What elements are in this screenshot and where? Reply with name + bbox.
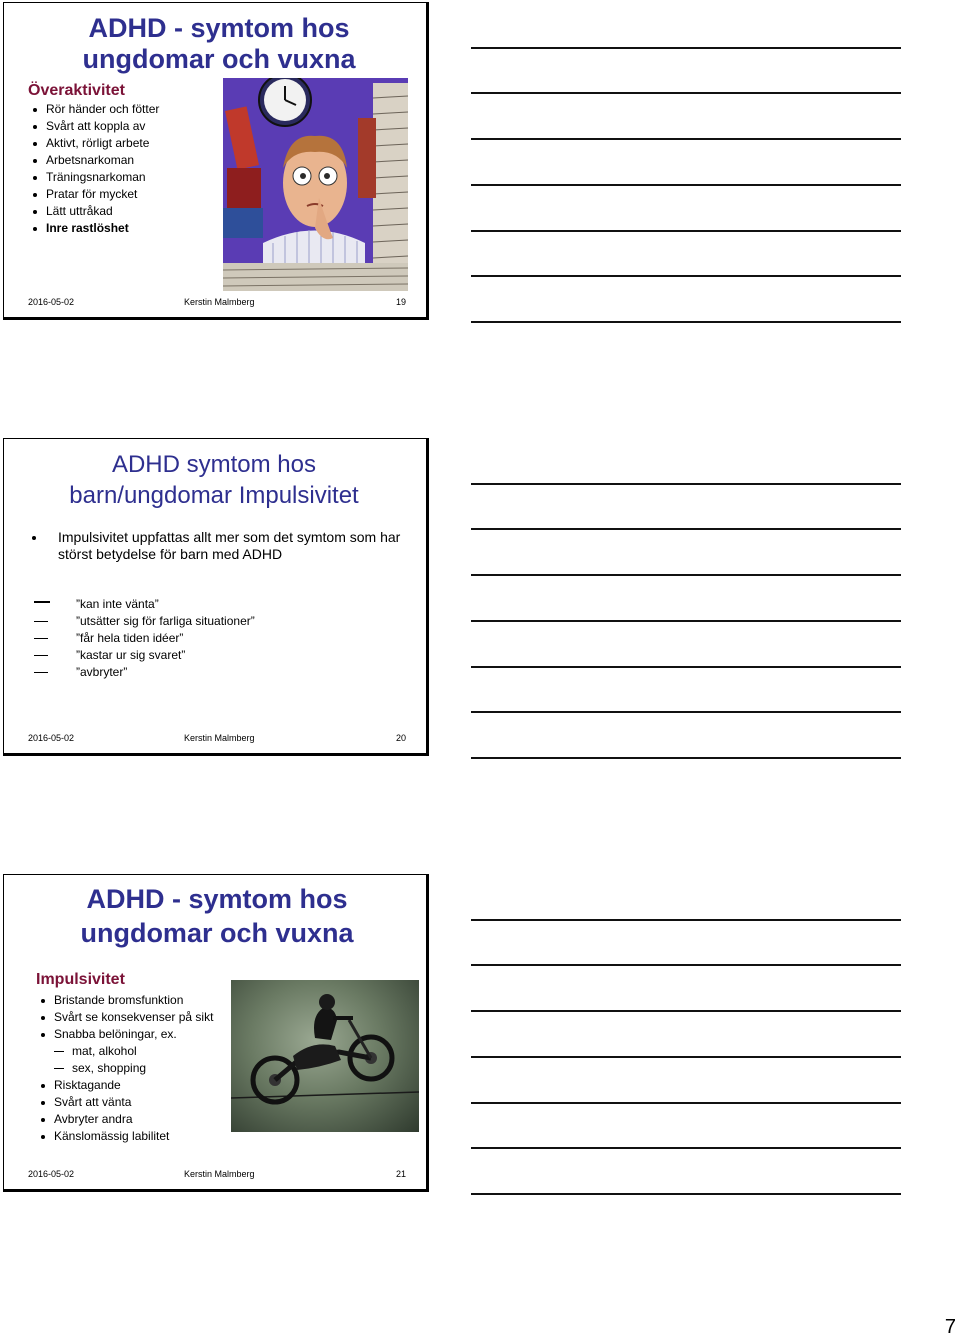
list-item: Avbryter andra bbox=[38, 1111, 213, 1128]
title-line-1: ADHD symtom hos bbox=[111, 451, 317, 478]
list-item: Inre rastlöshet bbox=[30, 220, 159, 237]
list-item: Lätt uttråkad bbox=[30, 203, 159, 220]
motorcycle-photo bbox=[231, 980, 419, 1132]
stressed-man-illustration bbox=[223, 78, 408, 291]
title-line-1: ADHD - symtom hos bbox=[86, 884, 348, 914]
list-subitem: mat, alkohol bbox=[38, 1043, 213, 1060]
page-number: 7 bbox=[944, 1316, 956, 1338]
note-line bbox=[471, 138, 901, 140]
footer-date: 2016-05-02 bbox=[28, 297, 75, 307]
footer-slide-number: 19 bbox=[396, 297, 407, 307]
note-line bbox=[471, 757, 901, 759]
dash-list bbox=[24, 596, 255, 681]
note-line bbox=[471, 1010, 901, 1012]
note-line bbox=[471, 620, 901, 622]
slide-title bbox=[54, 882, 380, 950]
list-item: Känslomässig labilitet bbox=[38, 1128, 213, 1145]
section-heading: Impulsivitet bbox=[36, 971, 125, 988]
note-line bbox=[471, 184, 901, 186]
list-item: ”kastar ur sig svaret” bbox=[24, 647, 255, 664]
title-line-2: ungdomar och vuxna bbox=[82, 44, 356, 74]
note-line bbox=[471, 711, 901, 713]
list-item: ”får hela tiden idéer” bbox=[24, 630, 255, 647]
note-line bbox=[471, 528, 901, 530]
slide-title bbox=[34, 449, 394, 511]
list-item: Pratar för mycket bbox=[30, 186, 159, 203]
list-item: Aktivt, rörligt arbete bbox=[30, 135, 159, 152]
note-line bbox=[471, 1193, 901, 1195]
footer-author: Kerstin Malmberg bbox=[184, 297, 255, 307]
intro-paragraph: Impulsivitet uppfattas allt mer som det symtom som har störst betydelse för barn med ADHD bbox=[28, 529, 408, 563]
slide-footer bbox=[4, 733, 426, 747]
note-line bbox=[471, 47, 901, 49]
list-item: ”kan inte vänta” bbox=[24, 596, 255, 613]
list-item: Träningsnarkoman bbox=[30, 169, 159, 186]
footer-slide-number: 21 bbox=[396, 1169, 407, 1179]
list-item: Svårt att vänta bbox=[38, 1094, 213, 1111]
slide-20 bbox=[3, 438, 429, 756]
footer-slide-number: 20 bbox=[396, 733, 407, 743]
stressed-man-photo bbox=[223, 78, 408, 291]
footer-author: Kerstin Malmberg bbox=[184, 733, 255, 743]
slide-footer bbox=[4, 1169, 426, 1183]
note-line bbox=[471, 1147, 901, 1149]
bullet-list bbox=[38, 992, 213, 1145]
note-line bbox=[471, 483, 901, 485]
note-line bbox=[471, 230, 901, 232]
slide-21 bbox=[3, 874, 429, 1192]
title-line-1: ADHD - symtom hos bbox=[88, 13, 350, 43]
list-subitem: sex, shopping bbox=[38, 1060, 213, 1077]
footer-date: 2016-05-02 bbox=[28, 1169, 75, 1179]
title-line-2: ungdomar och vuxna bbox=[80, 918, 354, 948]
section-heading: Överaktivitet bbox=[28, 82, 125, 99]
note-line bbox=[471, 919, 901, 921]
motorcycle-tightrope-illustration bbox=[231, 980, 419, 1132]
slide-footer bbox=[4, 297, 426, 311]
list-item: Risktagande bbox=[38, 1077, 213, 1094]
note-line bbox=[471, 92, 901, 94]
list-item: ”avbryter” bbox=[24, 664, 255, 681]
list-item: Svårt se konsekvenser på sikt bbox=[38, 1009, 213, 1026]
note-line bbox=[471, 321, 901, 323]
title-line-2: barn/ungdomar Impulsivitet bbox=[69, 482, 359, 509]
list-item: Arbetsnarkoman bbox=[30, 152, 159, 169]
note-line bbox=[471, 574, 901, 576]
list-item: Snabba belöningar, ex. bbox=[38, 1026, 213, 1043]
note-line bbox=[471, 964, 901, 966]
footer-author: Kerstin Malmberg bbox=[184, 1169, 255, 1179]
note-line bbox=[471, 666, 901, 668]
slide-19 bbox=[3, 2, 429, 320]
note-line bbox=[471, 1102, 901, 1104]
bullet-list bbox=[30, 101, 159, 237]
list-item: Svårt att koppla av bbox=[30, 118, 159, 135]
list-item: Bristande bromsfunktion bbox=[38, 992, 213, 1009]
list-item: ”utsätter sig för farliga situationer” bbox=[24, 613, 255, 630]
slide-title bbox=[64, 13, 374, 75]
note-line bbox=[471, 1056, 901, 1058]
note-line bbox=[471, 275, 901, 277]
footer-date: 2016-05-02 bbox=[28, 733, 75, 743]
list-item: Rör händer och fötter bbox=[30, 101, 159, 118]
